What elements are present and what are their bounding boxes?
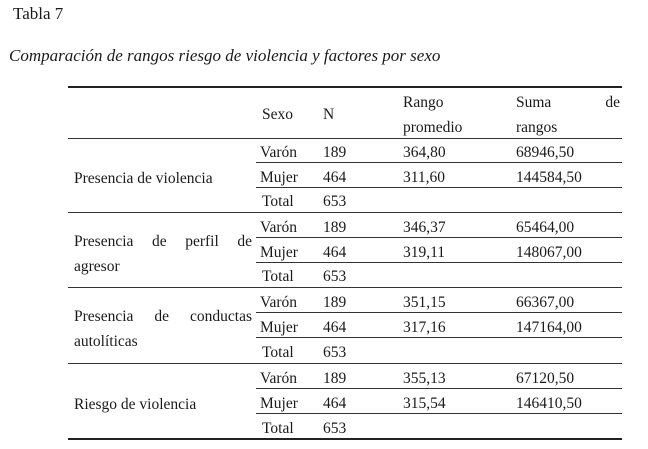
row-sexo: Varón [260, 144, 298, 161]
header-sexo: Sexo [262, 106, 293, 123]
row-n: 464 [323, 169, 347, 186]
row-n: 653 [323, 344, 347, 361]
row-sexo: Total [262, 268, 294, 285]
group-rule [68, 212, 622, 213]
header-bottom-rule [68, 138, 622, 139]
factor-label: Riesgo de violencia [74, 396, 197, 413]
table-bottom-rule [68, 438, 622, 440]
row-suma: 147164,00 [516, 319, 582, 336]
row-suma: 144584,50 [516, 169, 582, 186]
row-rule [256, 262, 622, 263]
row-sexo: Total [262, 420, 294, 437]
row-sexo: Mujer [260, 395, 298, 412]
row-sexo: Varón [260, 370, 298, 387]
row-sexo: Varón [260, 219, 298, 236]
row-rule [256, 162, 622, 163]
row-rule [256, 187, 622, 188]
row-suma: 68946,50 [516, 144, 575, 161]
row-rango: 346,37 [403, 219, 446, 236]
factor-label: Presencia de violencia [74, 170, 213, 187]
row-n: 464 [323, 319, 347, 336]
row-sexo: Mujer [260, 169, 298, 186]
row-suma: 146410,50 [516, 395, 582, 412]
row-rule [256, 312, 622, 313]
row-n: 653 [323, 268, 347, 285]
row-rango: 319,11 [403, 244, 446, 261]
factor-label: Presencia de perfil de agresor [74, 233, 252, 275]
group-rule [68, 363, 622, 364]
row-rango: 315,54 [403, 395, 446, 412]
header-suma-word2: de [605, 94, 620, 111]
group-rule [68, 287, 622, 288]
row-n: 464 [323, 244, 347, 261]
row-n: 653 [323, 193, 347, 210]
row-suma: 148067,00 [516, 244, 582, 261]
row-n: 189 [323, 219, 347, 236]
row-rango: 351,15 [403, 294, 446, 311]
header-suma-word1: Suma [516, 94, 552, 111]
row-rule [256, 237, 622, 238]
table-label: Tabla 7 [13, 4, 64, 23]
table-top-rule [68, 86, 622, 88]
header-rango-line1: Rango [403, 94, 444, 111]
row-rango: 311,60 [403, 169, 446, 186]
row-rango: 364,80 [403, 144, 446, 161]
row-suma: 67120,50 [516, 370, 575, 387]
row-n: 653 [323, 420, 347, 437]
row-rule [256, 413, 622, 414]
row-sexo: Mujer [260, 319, 298, 336]
row-sexo: Mujer [260, 244, 298, 261]
row-suma: 65464,00 [516, 219, 575, 236]
row-suma: 66367,00 [516, 294, 575, 311]
row-rango: 317,16 [403, 319, 446, 336]
row-sexo: Total [262, 344, 294, 361]
row-sexo: Total [262, 193, 294, 210]
table-caption: Comparación de rangos riesgo de violencia y factores por sexo [9, 46, 441, 65]
row-rango: 355,13 [403, 370, 446, 387]
header-suma-line1 [516, 94, 620, 112]
factor-label: Presencia de conductas autolíticas [74, 308, 252, 350]
row-rule [256, 337, 622, 338]
header-suma-line2: rangos [516, 119, 558, 136]
row-rule [256, 388, 622, 389]
row-n: 189 [323, 144, 347, 161]
header-rango-line2: promedio [403, 119, 463, 136]
row-sexo: Varón [260, 294, 298, 311]
row-n: 189 [323, 294, 347, 311]
row-n: 189 [323, 370, 347, 387]
row-n: 464 [323, 395, 347, 412]
header-n: N [323, 106, 335, 123]
